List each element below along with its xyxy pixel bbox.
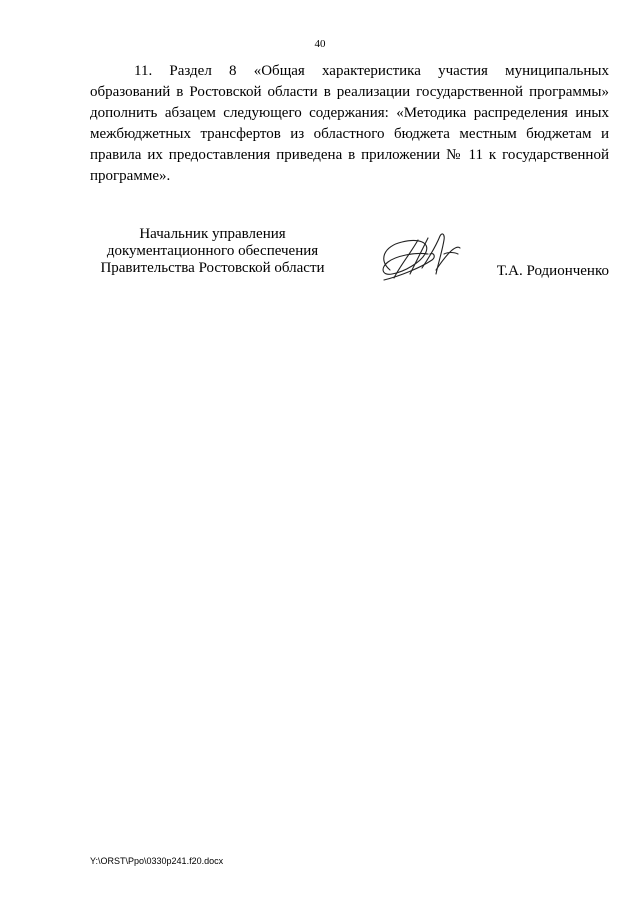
- position-line-1: Начальник управления: [139, 226, 286, 242]
- handwritten-signature-icon: [370, 230, 480, 286]
- amendment-paragraph: 11. Раздел 8 «Общая характеристика участия муниципальных образований в Ростовской области в реализации государственной программы» дополнить абзацем следующего содержания: «Методика распределения иных межбюджетных трансфертов из областного бюджета местным бюджетам и правила их предоставления приведена в приложении № 11 к государственной программе».: [90, 63, 609, 184]
- file-path: Y:\ORST\Ppo\0330p241.f20.docx: [90, 856, 224, 866]
- signer-position: [90, 226, 335, 277]
- page-number: 40: [314, 38, 326, 50]
- position-line-3: Правительства Ростовской области: [100, 260, 325, 276]
- signature-block: [90, 226, 609, 286]
- position-line-2: документационного обеспечения: [106, 243, 319, 259]
- signer-name: Т.А. Родионченко: [496, 263, 609, 279]
